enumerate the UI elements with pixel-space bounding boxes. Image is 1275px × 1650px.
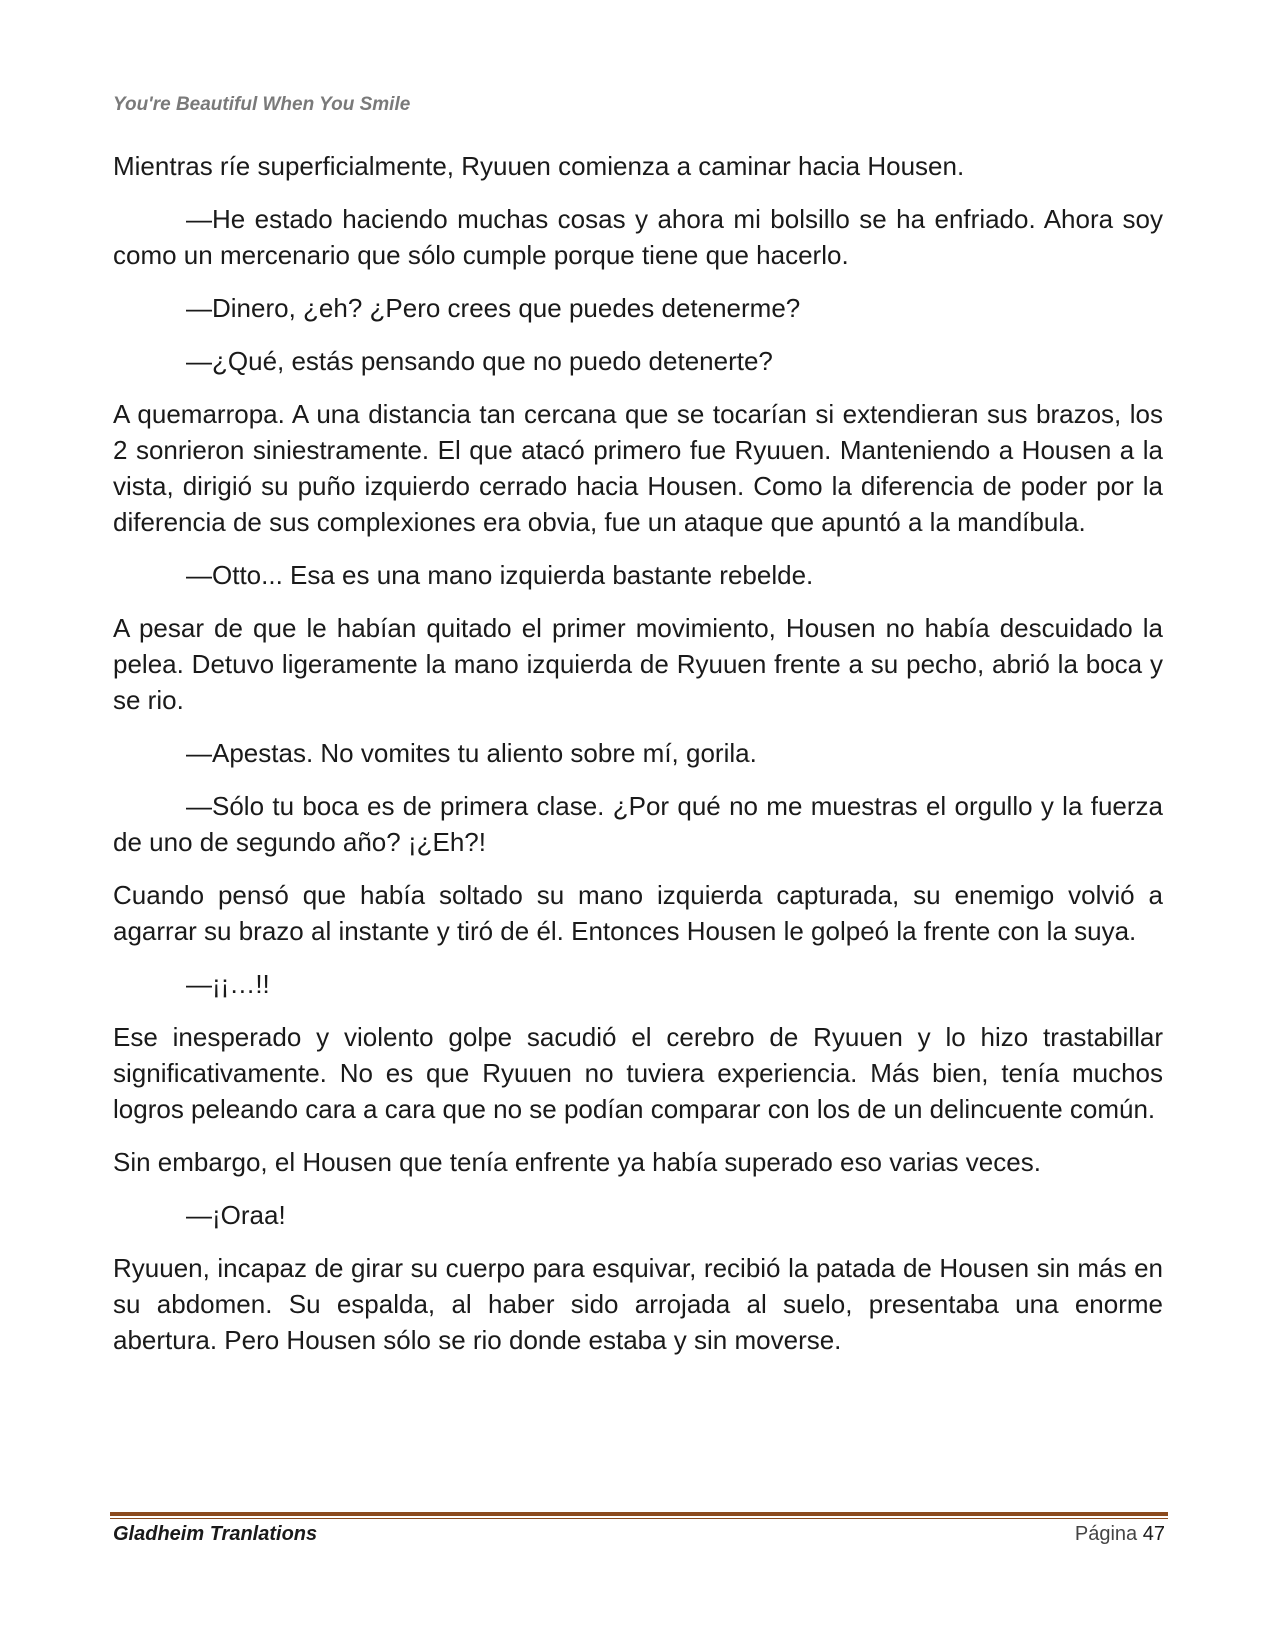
dialogue-line: —He estado haciendo muchas cosas y ahora mi bolsillo se ha enfriado. Ahora soy como un mercenario que sólo cumple porque tiene que hacerlo. <box>113 204 1163 270</box>
paragraph: Ryuuen, incapaz de girar su cuerpo para esquivar, recibió la patada de Housen sin más en su abdomen. Su espalda, al haber sido arrojada al suelo, presentaba una enorme abertura. Pero Housen sólo se rio donde estaba y sin moverse. <box>113 1253 1163 1355</box>
page-label: Página <box>1074 1523 1138 1545</box>
dialogue-line: —Otto... Esa es una mano izquierda bastante rebelde. <box>186 560 814 590</box>
dialogue-line: —¿Qué, estás pensando que no puedo detenerte? <box>186 346 773 376</box>
dialogue-line: —Sólo tu boca es de primera clase. ¿Por qué no me muestras el orgullo y la fuerza de uno de segundo año? ¡¿Eh?! <box>113 791 1163 857</box>
page-number <box>1075 1523 1165 1546</box>
page-number-value: 47 <box>1142 1523 1165 1545</box>
footer-rule <box>110 1512 1168 1516</box>
paragraph: Ese inesperado y violento golpe sacudió el cerebro de Ryuuen y lo hizo trastabillar significativamente. No es que Ryuuen no tuviera experiencia. Más bien, tenía muchos logros peleando cara a cara que no se podían comparar con los de un delincuente común. <box>113 1022 1163 1124</box>
dialogue-line: —Apestas. No vomites tu aliento sobre mí, gorila. <box>186 738 757 768</box>
body-text <box>113 148 1163 1375</box>
dialogue-line: —¡¡…!! <box>186 969 270 999</box>
dialogue-line: —Dinero, ¿eh? ¿Pero crees que puedes detenerme? <box>186 293 801 323</box>
paragraph: A quemarropa. A una distancia tan cercana que se tocarían si extendieran sus brazos, los 2 sonrieron siniestramente. El que atacó primero fue Ryuuen. Manteniendo a Housen a la vista, dirigió su puño izquierdo cerrado hacia Housen. Como la diferencia de poder por la diferencia de sus complexiones era obvia, fue un ataque que apuntó a la mandíbula. <box>113 399 1163 537</box>
paragraph: Sin embargo, el Housen que tenía enfrente ya había superado eso varias veces. <box>113 1147 1041 1177</box>
paragraph: Mientras ríe superficialmente, Ryuuen comienza a caminar hacia Housen. <box>113 151 965 181</box>
dialogue-line: —¡Oraa! <box>186 1200 286 1230</box>
paragraph: A pesar de que le habían quitado el primer movimiento, Housen no había descuidado la pelea. Detuvo ligeramente la mano izquierda de Ryuuen frente a su pecho, abrió la boca y se rio. <box>113 613 1163 715</box>
paragraph: Cuando pensó que había soltado su mano izquierda capturada, su enemigo volvió a agarrar su brazo al instante y tiró de él. Entonces Housen le golpeó la frente con la suya. <box>113 880 1163 946</box>
running-title: You're Beautiful When You Smile <box>113 94 411 115</box>
footer-publisher: Gladheim Tranlations <box>113 1523 318 1545</box>
footer-rule-thin <box>110 1518 1168 1519</box>
